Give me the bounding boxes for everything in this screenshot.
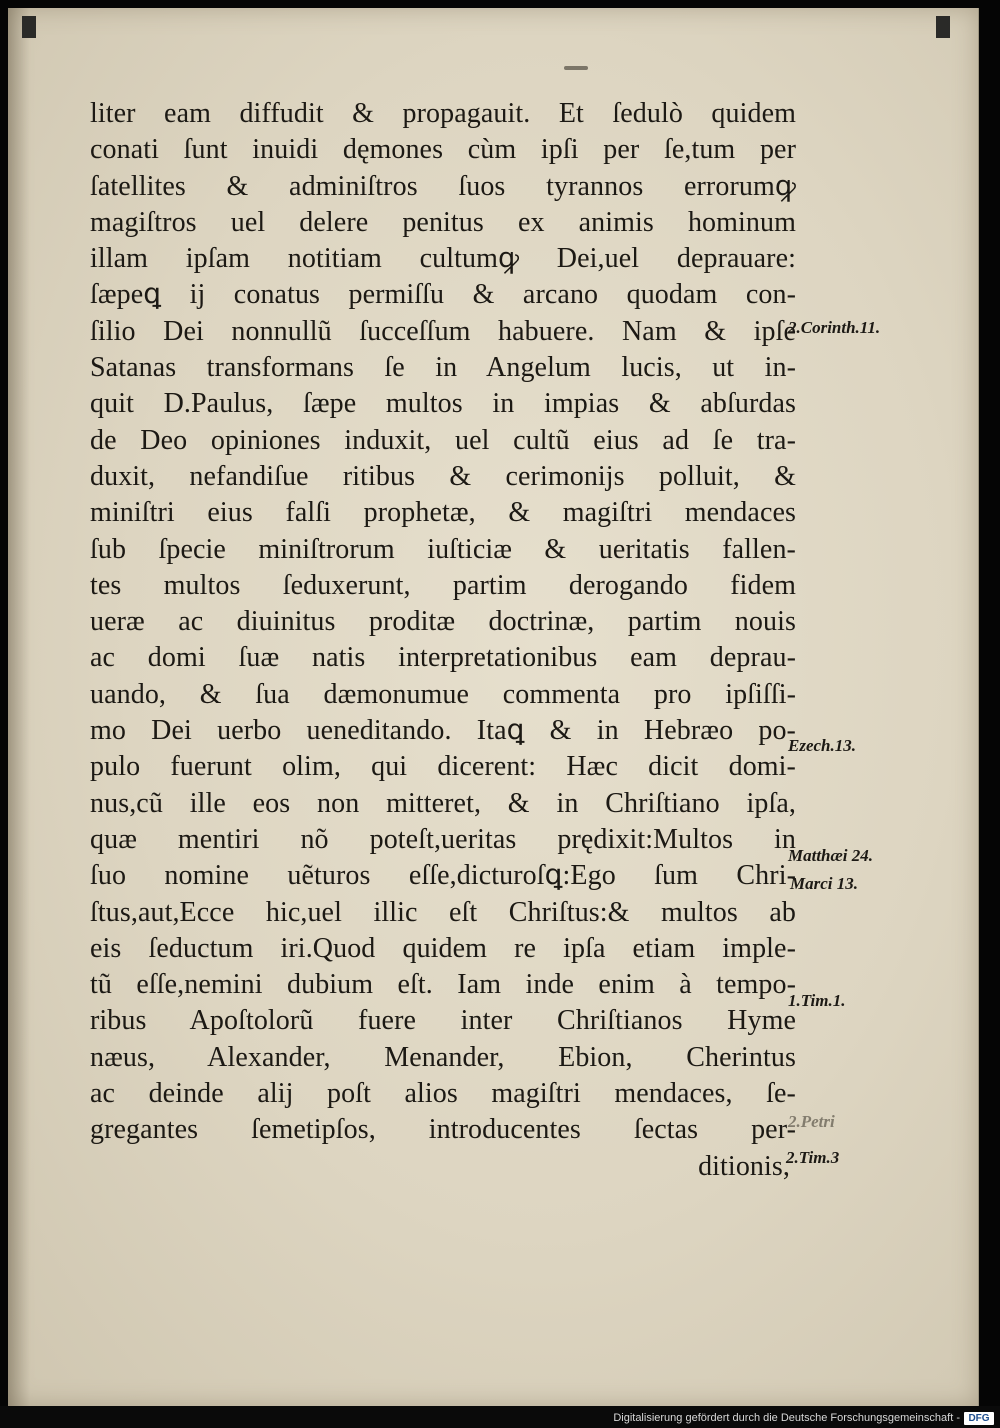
text-line: ribus Apoſtolorũ fuere inter Chriſtianos Hyme (90, 1005, 796, 1037)
text-line: duxit, nefandiſue ritibus & cerimonijs polluit, & (90, 460, 796, 492)
text-line: ac deinde alij poſt alios magiſtri mendaces, ſe- (90, 1078, 796, 1110)
text-line: tes multos ſeduxerunt, partim derogando fidem (90, 569, 796, 601)
text-line: ſatellites & adminiſtros ſuos tyrannos errorumꝙ (90, 170, 796, 202)
marginal-note: 1.Tim.1. (788, 991, 846, 1010)
text-line: Satanas transformans ſe in Angelum lucis, ut in- (90, 352, 796, 384)
text-line: ſæpeꝗ ij conatus permiſſu & arcano quodam con- (90, 279, 796, 311)
text-line: miniſtri eius falſi prophetæ, & magiſtri mendaces (90, 497, 796, 529)
text-line: eis ſeductum iri.Quod quidem re ipſa etiam imple- (90, 932, 796, 964)
text-line: liter eam diffudit & propagauit. Et ſedulò quidem (90, 98, 796, 129)
book-page (8, 8, 979, 1406)
text-line: illam ipſam notitiam cultumꝙ Dei,uel deprauare: (90, 243, 796, 275)
body-text (90, 96, 796, 1185)
text-line: ac domi ſuæ natis interpretationibus eam deprau- (90, 642, 796, 674)
text-line: ueræ ac diuinitus proditæ doctrinæ, partim nouis (90, 606, 796, 638)
text-line: de Deo opiniones induxit, uel cultũ eius ad ſe tra- (90, 424, 796, 456)
marginal-note: 2.Petri (788, 1112, 835, 1131)
marginal-note: Marci 13. (790, 874, 858, 893)
marginal-note: 2.Corinth.11. (788, 318, 881, 337)
marginal-note: Matthæi 24. (788, 846, 874, 865)
text-line: ſtus,aut,Ecce hic,uel illic eſt Chriſtus:& multos ab (90, 896, 796, 928)
text-line: næus, Alexander, Menander, Ebion, Cherintus (90, 1041, 796, 1073)
text-line: ſuo nomine uẽturos eſſe,dicturoſꝗ:Ego ſum Chri- (90, 860, 796, 892)
ink-mark (564, 66, 588, 70)
footer-bar (0, 1406, 1000, 1428)
text-line: gregantes ſemetipſos, introducentes ſectas per- (90, 1114, 796, 1146)
marginal-note: 2.Tim.3 (786, 1148, 840, 1167)
text-line: quit D.Paulus, ſæpe multos in impias & abſurdas (90, 388, 796, 420)
text-line: nus,cũ ille eos non mitteret, & in Chriſtiano ipſa, (90, 787, 796, 819)
marginal-note: Ezech.13. (788, 736, 856, 755)
text-line: uando, & ſua dæmonumue commenta pro ipſiſſi- (90, 678, 796, 710)
text-line: magiſtros uel delere penitus ex animis hominum (90, 206, 796, 238)
catchword: ditionis, (698, 1150, 790, 1182)
text-line: ſub ſpecie miniſtrorum iuſticiæ & ueritatis fallen- (90, 533, 796, 565)
text-line: conati ſunt inuidi dęmones cùm ipſi per ſe,tum per (90, 134, 796, 166)
funding-credit: Digitalisierung gefördert durch die Deutsche Forschungsgemeinschaft - (613, 1412, 960, 1424)
scan-corner-mark (936, 16, 950, 38)
text-line: tũ eſſe,nemini dubium eſt. Iam inde enim à tempo- (90, 969, 796, 1001)
text-line: pulo fuerunt olim, qui dicerent: Hæc dicit domi- (90, 751, 796, 783)
scan-corner-mark (22, 16, 36, 38)
text-line: ſilio Dei nonnullũ ſucceſſum habuere. Nam & ipſe (90, 315, 796, 347)
dfg-logo: DFG (964, 1412, 994, 1425)
text-line: mo Dei uerbo ueneditando. Itaꝗ & in Hebræo po- (90, 715, 796, 747)
text-line: quæ mentiri nõ poteſt,ueritas prędixit:Multos in (90, 823, 796, 855)
